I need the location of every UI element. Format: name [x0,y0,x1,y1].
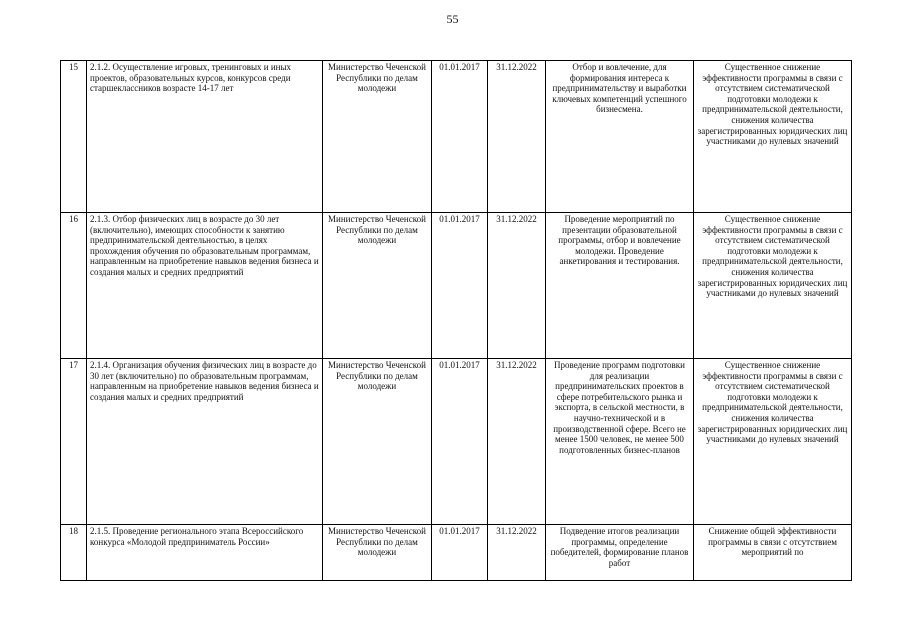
task-description-cell: 2.1.4. Организация обучения физических лиц в возрасте до 30 лет (включительно) по образовательным программам, направленным на приобретение навыков ведения бизнеса и создания малых и средних предприятий [87,359,323,525]
end-date-cell: 31.12.2022 [488,359,546,525]
end-date-cell: 31.12.2022 [488,525,546,581]
expected-result-cell: Проведение мероприятий по презентации образовательной программы, отбор и вовлечение молодежи. Проведение анкетирования и тестирования. [546,213,694,359]
task-description-cell: 2.1.5. Проведение регионального этапа Всероссийского конкурса «Молодой предприниматель России» [87,525,323,581]
risk-consequence-cell: Существенное снижение эффективности программы в связи с отсутствием систематической подготовки молодежи к предпринимательской деятельности, снижения количества зарегистрированных юридических лиц участниками до нулевых значений [694,61,852,213]
executor-cell: Министерство Чеченской Республики по делам молодежи [323,213,432,359]
table-row [61,525,852,581]
table-row [61,213,852,359]
task-description-cell: 2.1.3. Отбор физических лиц в возрасте до 30 лет (включительно), имеющих способности к занятию предпринимательской деятельностью, в целях прохождения обучения по образовательным программам, направленным на приобретение навыков ведения бизнеса и создания малых и средних предприятий [87,213,323,359]
start-date-cell: 01.01.2017 [432,61,488,213]
end-date-cell: 31.12.2022 [488,213,546,359]
table-row [61,359,852,525]
table-row [61,61,852,213]
program-table [60,60,852,581]
risk-consequence-cell: Снижение общей эффективности программы в связи с отсутствием мероприятий по [694,525,852,581]
start-date-cell: 01.01.2017 [432,213,488,359]
page-number: 55 [446,12,459,26]
row-number-cell: 16 [61,213,87,359]
end-date-cell: 31.12.2022 [488,61,546,213]
expected-result-cell: Подведение итогов реализации программы, определение победителей, формирование планов работ [546,525,694,581]
executor-cell: Министерство Чеченской Республики по делам молодежи [323,359,432,525]
row-number-cell: 18 [61,525,87,581]
executor-cell: Министерство Чеченской Республики по делам молодежи [323,525,432,581]
row-number-cell: 15 [61,61,87,213]
task-description-cell: 2.1.2. Осуществление игровых, тренинговых и иных проектов, образовательных курсов, конкурсов среди старшеклассников возрасте 14-17 лет [87,61,323,213]
executor-cell: Министерство Чеченской Республики по делам молодежи [323,61,432,213]
row-number-cell: 17 [61,359,87,525]
start-date-cell: 01.01.2017 [432,525,488,581]
risk-consequence-cell: Существенное снижение эффективности программы в связи с отсутствием систематической подготовки молодежи к предпринимательской деятельности, снижения количества зарегистрированных юридических лиц участниками до нулевых значений [694,359,852,525]
risk-consequence-cell: Существенное снижение эффективности программы в связи с отсутствием систематической подготовки молодежи к предпринимательской деятельности, снижения количества зарегистрированных юридических лиц участниками до нулевых значений [694,213,852,359]
expected-result-cell: Отбор и вовлечение, для формирования интереса к предпринимательству и выработки ключевых компетенций успешного бизнесмена. [546,61,694,213]
expected-result-cell: Проведение программ подготовки для реализации предпринимательских проектов в сфере потребительского рынка и экспорта, в сельской местности, в научно-технической и в производственной сфере. Всего не менее 1500 человек, не менее 500 подготовленных бизнес-планов [546,359,694,525]
start-date-cell: 01.01.2017 [432,359,488,525]
